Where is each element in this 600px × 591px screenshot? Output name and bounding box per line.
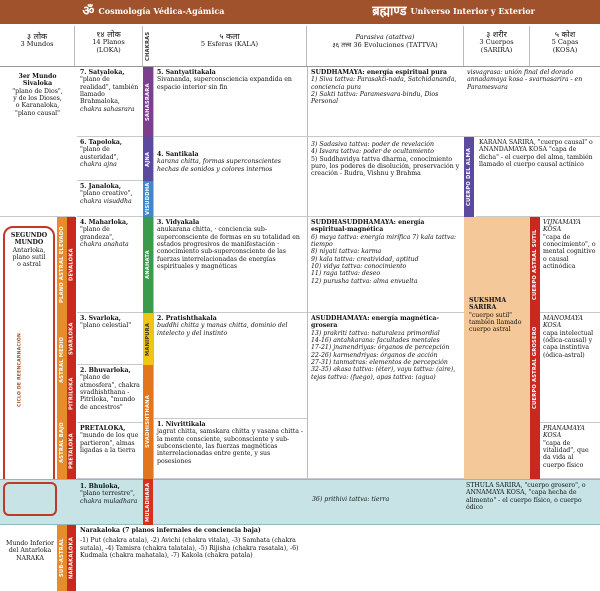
plano-pretaloka: PRETALOKA, "mundo de los que partieron", almas ligadas a la tierra xyxy=(77,423,143,479)
tattva-asuddhamaya: ASUDDHAMAYA: energía magnética-grosera 13) prakriti tattva: naturaleza primordial 14-16) antahkarana: facultades mentales 17-21) jnanendriyas: órganos de percepción 22-26) karmendriyas: órganos de acción 27-31) tanmatras: elementos de percepción 32-35) akasa tattva: (éter), vayu tattva: (aire), tejas tattva: (fuego), apas tattva: (agua) xyxy=(307,313,464,479)
header-right xyxy=(307,0,600,24)
primer-mundo-box xyxy=(3,482,57,516)
band-astral-bajo: ASTRAL BAJO xyxy=(57,407,67,479)
reincarnation-scroll xyxy=(3,226,55,514)
band-plano-astral-elevado: PLANO ASTRAL ELEVADO xyxy=(57,217,67,313)
sukshma-sarira: SUKSHMA SARIRA "cuerpo sutil" también llamado cuerpo astral xyxy=(464,217,530,479)
mundo-superior: 3er Mundo Sivaloka "plano de Dios", y de los Dioses, o Karanaloka, "plano causal" xyxy=(0,67,75,217)
kosa-visvagrasa: visvagrasa: unión final del dorado annadamaya kosa - svarnasarira - en Paramesvara xyxy=(464,67,600,137)
kala-4: 4. Santikala karana chitta, formas superconscientes hechas de sonidos y colores internos xyxy=(153,137,307,217)
band-devaloka: DEVALOKA xyxy=(67,217,76,313)
karana-sarira: KARANA SARIRA, "cuerpo causal" o ANANDAMAYA KOSA "capa de dicha" - el cuerpo del alma, también llamado el cuerpo causal actínico xyxy=(476,137,600,217)
plano-1: 1. Bhuloka, "plano terrestre", chakra muladhara xyxy=(80,483,138,505)
band-cuerpo-astral-sutil: CUERPO ASTRAL SUTIL xyxy=(530,217,540,313)
om-icon: ॐ xyxy=(82,4,95,20)
band-svarloka: SVARLOKA xyxy=(67,313,76,365)
chakra-svadhishthana: SVADHISHTHANA xyxy=(143,365,153,479)
col-planos: १४ लोक 14 Planos (LOKA) xyxy=(75,26,143,66)
kosa-vijnamaya: VIJNAMAYA KOSA "capa de conocimiento", o mental cognitivo o causal actinódica xyxy=(540,217,600,313)
col-cuerpos: ३ शरीर 3 Cuerpos (SARIRA) xyxy=(464,26,530,66)
ciclo-reencarnacion: CICLO DE REENCARNACIÓN xyxy=(17,332,23,408)
mundo-medio: SEGUNDO MUNDO Antarloka, plano sutil o astral xyxy=(10,232,48,269)
tattva-36: 36) prithivi tattva: tierra xyxy=(312,496,390,503)
mundo-inferior: Mundo Inferior del Antarloka NARAKA xyxy=(6,540,54,562)
plano-3: 3. Svarloka, "plano celestial" xyxy=(77,313,143,365)
kala-1: 1. Nivrittikala jagrat chitta, samskara chitta y vasana chitta - la mente consciente, subconsciente y sub-subconsciente, las fuerzas magnéticas interrelacionadas entre gente, y sus posesiones xyxy=(153,419,307,479)
plano-2: 2. Bhuvarloka, "plano de atmosfera", chakra svadhishthana - Pitriloka, "mundo de ancestros" xyxy=(77,365,143,423)
kosa-pranamaya: PRANAMAYA KOSA "capa de vitalidad", que da vida al cuerpo físico xyxy=(540,423,600,479)
band-astral-medio: ASTRAL MEDIO xyxy=(57,313,67,407)
kala-5: 5. Santyatitakala Sivananda, superconsciencia expandida en espacio interior sin fin xyxy=(153,67,307,137)
right-title: Universo Interior y Exterior xyxy=(410,6,535,17)
chakra-ajna: AJNA xyxy=(143,137,153,181)
tattva-suddhamaya: SUDDHAMAYA: energía espiritual pura 1) Siva tattva: Parasakti-nada, Satchidananda, conciencia pura 2) Sakti tattva: Paramesvara-bindu, Dios Personal xyxy=(307,67,464,137)
band-cuerpo-astral-grosero: CUERPO ASTRAL GROSERO xyxy=(530,313,540,423)
tattva-suddhasuddhamaya: SUDDHASUDDHAMAYA: energía espiritual-magnética 6) maya tattva: energía mirífica 7) kala tattva: tiempo 8) niyati tattva: karma 9) kala tattva: creatividad, aptitud 10) vidya tattva: conocimiento 11) raga tattva: deseo 12) purusha tattva: alma envuelta xyxy=(307,217,464,313)
kosa-manomaya: MANOMAYA KOSA capa intelectual (ódica-causal) y capa instintiva (ódica-astral) xyxy=(540,313,600,423)
plano-5: 5. Janaloka, "plano creativo", chakra visuddha xyxy=(77,181,143,217)
tattva-3-5: 3) Sadasiva tattva: poder de revelación 4) Isvara tattva: poder de ocultamiento 5) Suddhavidya tattva dharma, conocimiento puro, los poderes de disolución, preservación y creación - Rudra, Vishnu y Brahma xyxy=(307,137,464,217)
left-title: Cosmología Védica-Agámica xyxy=(98,6,225,17)
brahmanda-label: ब्रह्माण्ड xyxy=(372,4,407,20)
chakra-manipura: MANIPURA xyxy=(143,313,153,365)
sthula-sarira: STHULA SARIRA, "cuerpo grosero", o ANNAMAYA KOSA, "capa hecha de alimento" - el cuerpo físico, o cuerpo ódico xyxy=(466,482,586,511)
chakra-sahasrara: SAHASRARA xyxy=(143,67,153,137)
band-sub-astral: SUB-ASTRAL xyxy=(57,525,67,591)
col-tattvas: Parasiva (atattva) ३६ तत्त्व 36 Evoluciones (TATTVA) xyxy=(307,26,464,66)
plano-4: 4. Maharloka, "plano de grandeza", chakra anahata xyxy=(77,217,143,313)
band-pitriloka: PITRILOKA xyxy=(67,365,76,423)
chakra-anahata: ANAHATA xyxy=(143,217,153,313)
band-pretaloka: PRETALOKA xyxy=(67,423,76,479)
plano-6: 6. Tapoloka, "plano de austeridad", chakra ajna xyxy=(77,137,143,181)
naraka-row: Narakaloka (7 planos infernales de conciencia baja) -1) Put (chakra atala), -2) Avichi (chakra vitala), -3) Samhata (chakra sutala), -4) Tamisra (chakra talatala), -5) Rijisha (chakra rasatala), -6) Kudmala (chakra mahatala), -7) Kakola (chakra patala) xyxy=(80,527,299,559)
plano-7: 7. Satyaloka, "plano de realidad", también llamado Brahmaloka, chakra sahasrara xyxy=(77,67,143,137)
col-mundos: ३ लोक 3 Mundos xyxy=(0,26,75,66)
header-left xyxy=(0,0,307,24)
col-kosas: ५ कोश 5 Capas (KOSA) xyxy=(530,26,600,66)
kala-3: 3. Vidyakala anukarana chitta, · conciencia sub-superconsciente de formas en su totalidad en estados progresivos de manifestación · conocimiento sub-superconsciente de las fuerzas interrelacionadas de energías espirituales y magnéticas xyxy=(153,217,307,313)
kala-2: 2. Pratishthakala buddhi chitta y manas chitta, dominio del intelecto y del instinto xyxy=(153,313,307,419)
chakra-muladhara: MULADHARA xyxy=(143,479,153,525)
chakra-visuddha: VISUDDHA xyxy=(143,181,153,217)
col-kalas: ५ कला 5 Esferas (KALA) xyxy=(153,26,307,66)
col-chakras: CHAKRAS xyxy=(143,26,153,66)
band-narakaloka: NARAKALOKA xyxy=(67,525,76,591)
kosa-pranamaya-band xyxy=(530,423,540,479)
band-cuerpo-alma: CUERPO DEL ALMA xyxy=(464,137,474,217)
